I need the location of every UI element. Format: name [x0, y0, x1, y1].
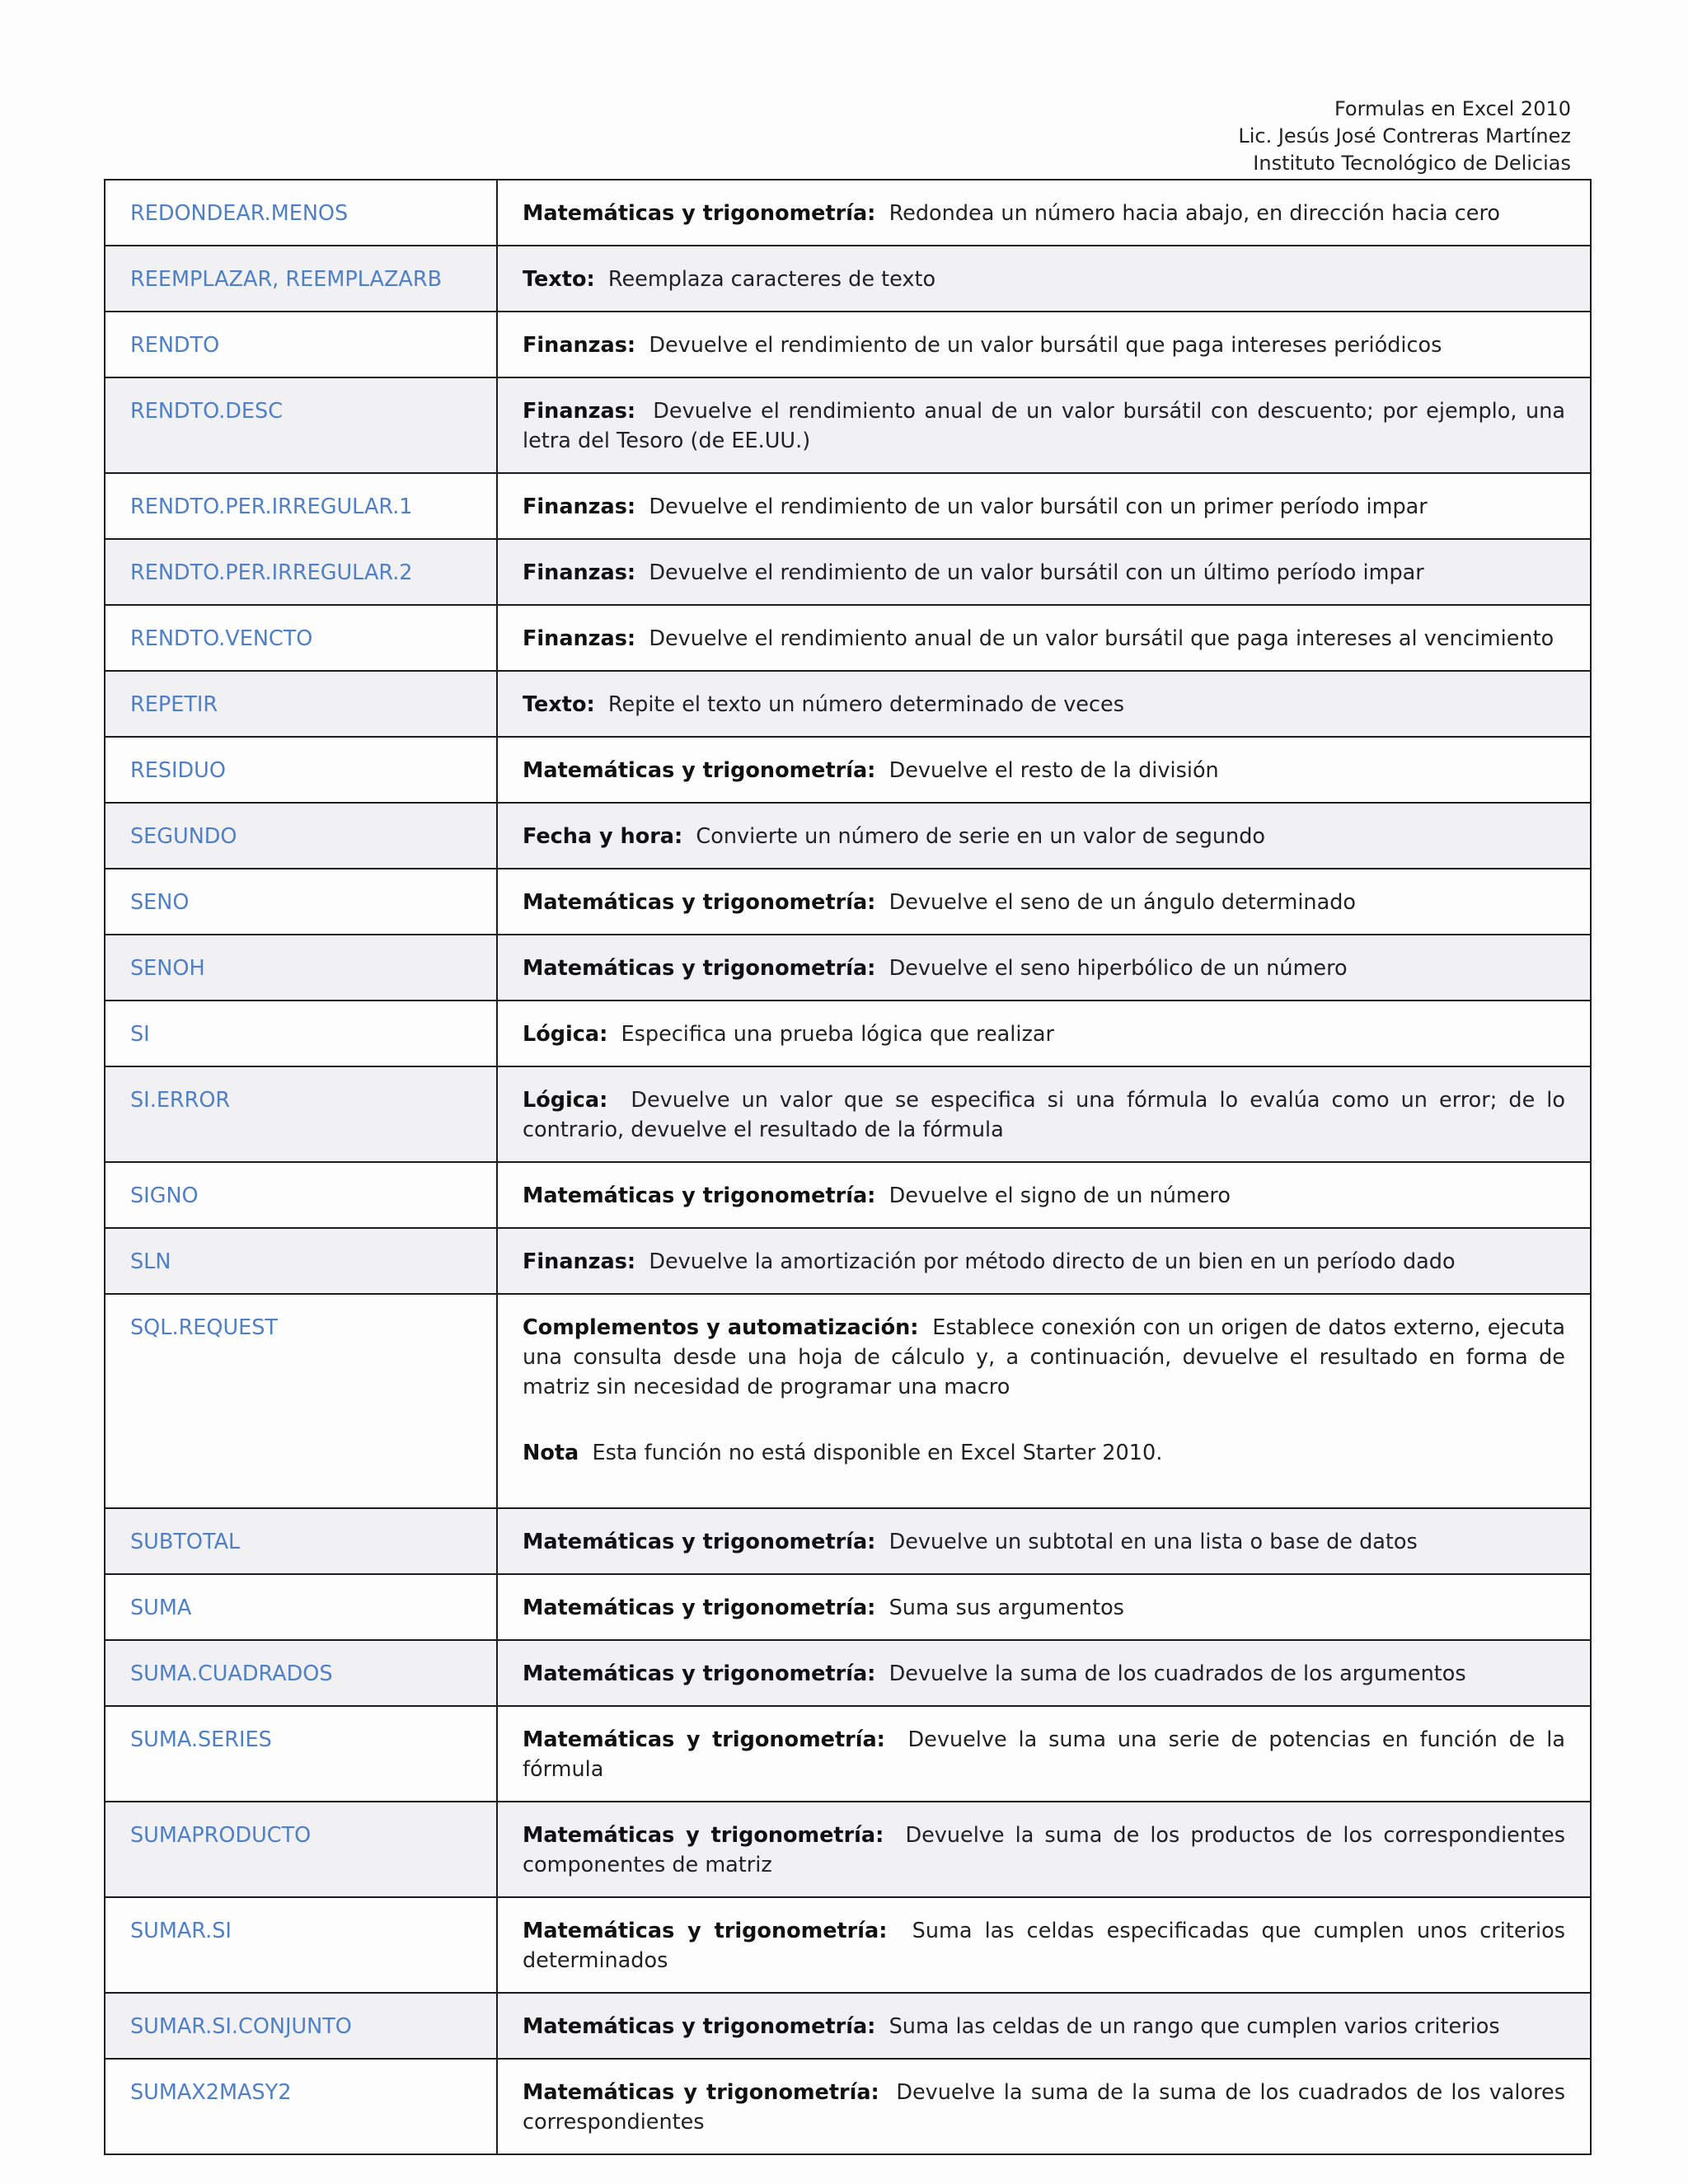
description-text: Devuelve la suma una serie de potencias en función de la fórmula [523, 1727, 1566, 1782]
category-label: Finanzas: [523, 333, 636, 358]
table-row [105, 312, 1591, 377]
function-description [497, 1228, 1591, 1294]
table-row [105, 1802, 1591, 1897]
description-text: Devuelve el resto de la división [889, 758, 1219, 783]
description-text: Especifica una prueba lógica que realizar [621, 1022, 1054, 1047]
category-label: Texto: [523, 267, 595, 292]
function-name-link[interactable]: SUMA [105, 1574, 497, 1640]
category-label: Matemáticas y trigonometría: [523, 1530, 876, 1554]
description-text: Redondea un número hacia abajo, en dirección hacia cero [889, 201, 1500, 226]
function-description [497, 869, 1591, 935]
function-name-link[interactable]: REPETIR [105, 671, 497, 737]
table-row [105, 605, 1591, 671]
function-name-link[interactable]: RENDTO.VENCTO [105, 605, 497, 671]
category-label: Matemáticas y trigonometría: [523, 2080, 879, 2105]
header-author: Lic. Jesús José Contreras Martínez [1238, 124, 1571, 148]
description-text: Devuelve el rendimiento de un valor bursátil con un último período impar [649, 560, 1424, 585]
table-row [105, 869, 1591, 935]
table-row [105, 1228, 1591, 1294]
category-label: Matemáticas y trigonometría: [523, 1596, 876, 1620]
function-description [497, 671, 1591, 737]
note-text: Esta función no está disponible en Excel Starter 2010. [592, 1441, 1163, 1465]
function-name-link[interactable]: SUMA.CUADRADOS [105, 1640, 497, 1706]
function-name-link[interactable]: SUMA.SERIES [105, 1706, 497, 1802]
category-label: Matemáticas y trigonometría: [523, 2014, 876, 2039]
function-description [497, 2059, 1591, 2154]
function-name-link[interactable]: SENO [105, 869, 497, 935]
table-row [105, 1706, 1591, 1802]
table-row [105, 539, 1591, 605]
table-row [105, 180, 1591, 246]
table-row [105, 1640, 1591, 1706]
description-text: Reemplaza caracteres de texto [607, 267, 936, 292]
category-label: Finanzas: [523, 1249, 636, 1274]
function-description [497, 1001, 1591, 1066]
function-description [497, 1802, 1591, 1897]
category-label: Matemáticas y trigonometría: [523, 1661, 876, 1686]
function-description [497, 1066, 1591, 1162]
function-description [497, 935, 1591, 1001]
function-description [497, 1508, 1591, 1574]
page-header [1238, 96, 1571, 177]
category-label: Finanzas: [523, 626, 636, 651]
function-name-link[interactable]: SI.ERROR [105, 1066, 497, 1162]
description-text: Repite el texto un número determinado de veces [607, 692, 1124, 717]
function-name-link[interactable]: SQL.REQUEST [105, 1294, 497, 1508]
description-text: Devuelve la suma de la suma de los cuadrados de los valores correspondientes [523, 2080, 1565, 2135]
function-description [497, 737, 1591, 803]
category-label: Finanzas: [523, 494, 636, 519]
table-row [105, 473, 1591, 539]
function-description [497, 1162, 1591, 1228]
function-name-link[interactable]: REDONDEAR.MENOS [105, 180, 497, 246]
function-description [497, 539, 1591, 605]
function-name-link[interactable]: RENDTO [105, 312, 497, 377]
function-description [497, 803, 1591, 869]
description-text: Devuelve el rendimiento de un valor bursátil con un primer período impar [649, 494, 1428, 519]
description-text: Suma las celdas de un rango que cumplen varios criterios [889, 2014, 1500, 2039]
description-text: Devuelve el rendimiento de un valor bursátil que paga intereses periódicos [649, 333, 1442, 358]
table-row [105, 671, 1591, 737]
category-label: Matemáticas y trigonometría: [523, 758, 876, 783]
description-text: Devuelve un subtotal en una lista o base de datos [889, 1530, 1418, 1554]
description-text: Devuelve el rendimiento anual de un valor bursátil que paga intereses al vencimiento [649, 626, 1554, 651]
header-title: Formulas en Excel 2010 [1334, 97, 1571, 120]
function-description [497, 180, 1591, 246]
table-row [105, 1993, 1591, 2059]
function-description [497, 1706, 1591, 1802]
function-name-link[interactable]: SIGNO [105, 1162, 497, 1228]
table-row [105, 1162, 1591, 1228]
category-label: Matemáticas y trigonometría: [523, 956, 876, 981]
description-text: Devuelve el rendimiento anual de un valor bursátil con descuento; por ejemplo, una letra del Tesoro (de EE.UU.) [523, 399, 1565, 453]
category-label: Texto: [523, 692, 595, 717]
category-label: Lógica: [523, 1022, 608, 1047]
description-text: Devuelve la suma de los cuadrados de los argumentos [889, 1661, 1466, 1686]
function-name-link[interactable]: SUMAR.SI.CONJUNTO [105, 1993, 497, 2059]
function-description [497, 377, 1591, 473]
function-description [497, 473, 1591, 539]
table-row [105, 1066, 1591, 1162]
category-label: Matemáticas y trigonometría: [523, 1919, 888, 1943]
description-text: Suma sus argumentos [889, 1596, 1124, 1620]
table-row [105, 935, 1591, 1001]
category-label: Matemáticas y trigonometría: [523, 1727, 885, 1752]
table-row [105, 737, 1591, 803]
description-text: Devuelve el seno de un ángulo determinado [889, 890, 1357, 915]
description-text: Establece conexión con un origen de datos externo, ejecuta una consulta desde una hoja de cálculo y, a continuación, devuelve el resultado en forma de matriz sin necesidad de programar una macro [523, 1315, 1565, 1399]
function-description [497, 1574, 1591, 1640]
description-text: Suma las celdas especificadas que cumplen unos criterios determinados [523, 1919, 1566, 1973]
description-text: Devuelve el seno hiperbólico de un número [889, 956, 1348, 981]
category-label: Finanzas: [523, 560, 636, 585]
category-label: Matemáticas y trigonometría: [523, 1823, 884, 1848]
function-description [497, 605, 1591, 671]
description-text: Convierte un número de serie en un valor de segundo [696, 824, 1265, 849]
function-description [497, 1640, 1591, 1706]
formula-table [104, 179, 1592, 2155]
header-institution: Instituto Tecnológico de Delicias [1253, 152, 1571, 175]
function-name-link[interactable]: REEMPLAZAR, REEMPLAZARB [105, 246, 497, 312]
table-row [105, 1001, 1591, 1066]
function-description [497, 1993, 1591, 2059]
function-description [497, 1897, 1591, 1993]
table-row [105, 1508, 1591, 1574]
function-description [497, 312, 1591, 377]
description-text: Devuelve la suma de los productos de los correspondientes componentes de matriz [523, 1823, 1565, 1877]
category-label: Matemáticas y trigonometría: [523, 1183, 876, 1208]
function-name-link[interactable]: SUMAR.SI [105, 1897, 497, 1993]
function-name-link[interactable]: SENOH [105, 935, 497, 1001]
table-row [105, 1294, 1591, 1508]
description-text: Devuelve un valor que se especifica si una fórmula lo evalúa como un error; de lo contrario, devuelve el resultado de la fórmula [523, 1088, 1565, 1142]
description-text: Devuelve el signo de un número [889, 1183, 1231, 1208]
function-name-link[interactable]: RESIDUO [105, 737, 497, 803]
function-name-link[interactable]: SUMAPRODUCTO [105, 1802, 497, 1897]
function-name-link[interactable]: SUMAX2MASY2 [105, 2059, 497, 2154]
function-name-link[interactable]: RENDTO.PER.IRREGULAR.1 [105, 473, 497, 539]
category-label: Fecha y hora: [523, 824, 683, 849]
table-row [105, 246, 1591, 312]
function-description [497, 1294, 1591, 1508]
function-name-link[interactable]: SI [105, 1001, 497, 1066]
table-row [105, 2059, 1591, 2154]
category-label: Matemáticas y trigonometría: [523, 201, 876, 226]
function-name-link[interactable]: SEGUNDO [105, 803, 497, 869]
description-text: Devuelve la amortización por método directo de un bien en un período dado [649, 1249, 1456, 1274]
category-label: Matemáticas y trigonometría: [523, 890, 876, 915]
table-row [105, 1897, 1591, 1993]
function-description [497, 246, 1591, 312]
table-row [105, 1574, 1591, 1640]
function-name-link[interactable]: SLN [105, 1228, 497, 1294]
category-label: Lógica: [523, 1088, 608, 1113]
function-name-link[interactable]: RENDTO.DESC [105, 377, 497, 473]
note-label: Nota [523, 1441, 579, 1465]
table-row [105, 803, 1591, 869]
function-name-link[interactable]: SUBTOTAL [105, 1508, 497, 1574]
category-label: Complementos y automatización: [523, 1315, 919, 1340]
function-name-link[interactable]: RENDTO.PER.IRREGULAR.2 [105, 539, 497, 605]
category-label: Finanzas: [523, 399, 636, 424]
table-row [105, 377, 1591, 473]
